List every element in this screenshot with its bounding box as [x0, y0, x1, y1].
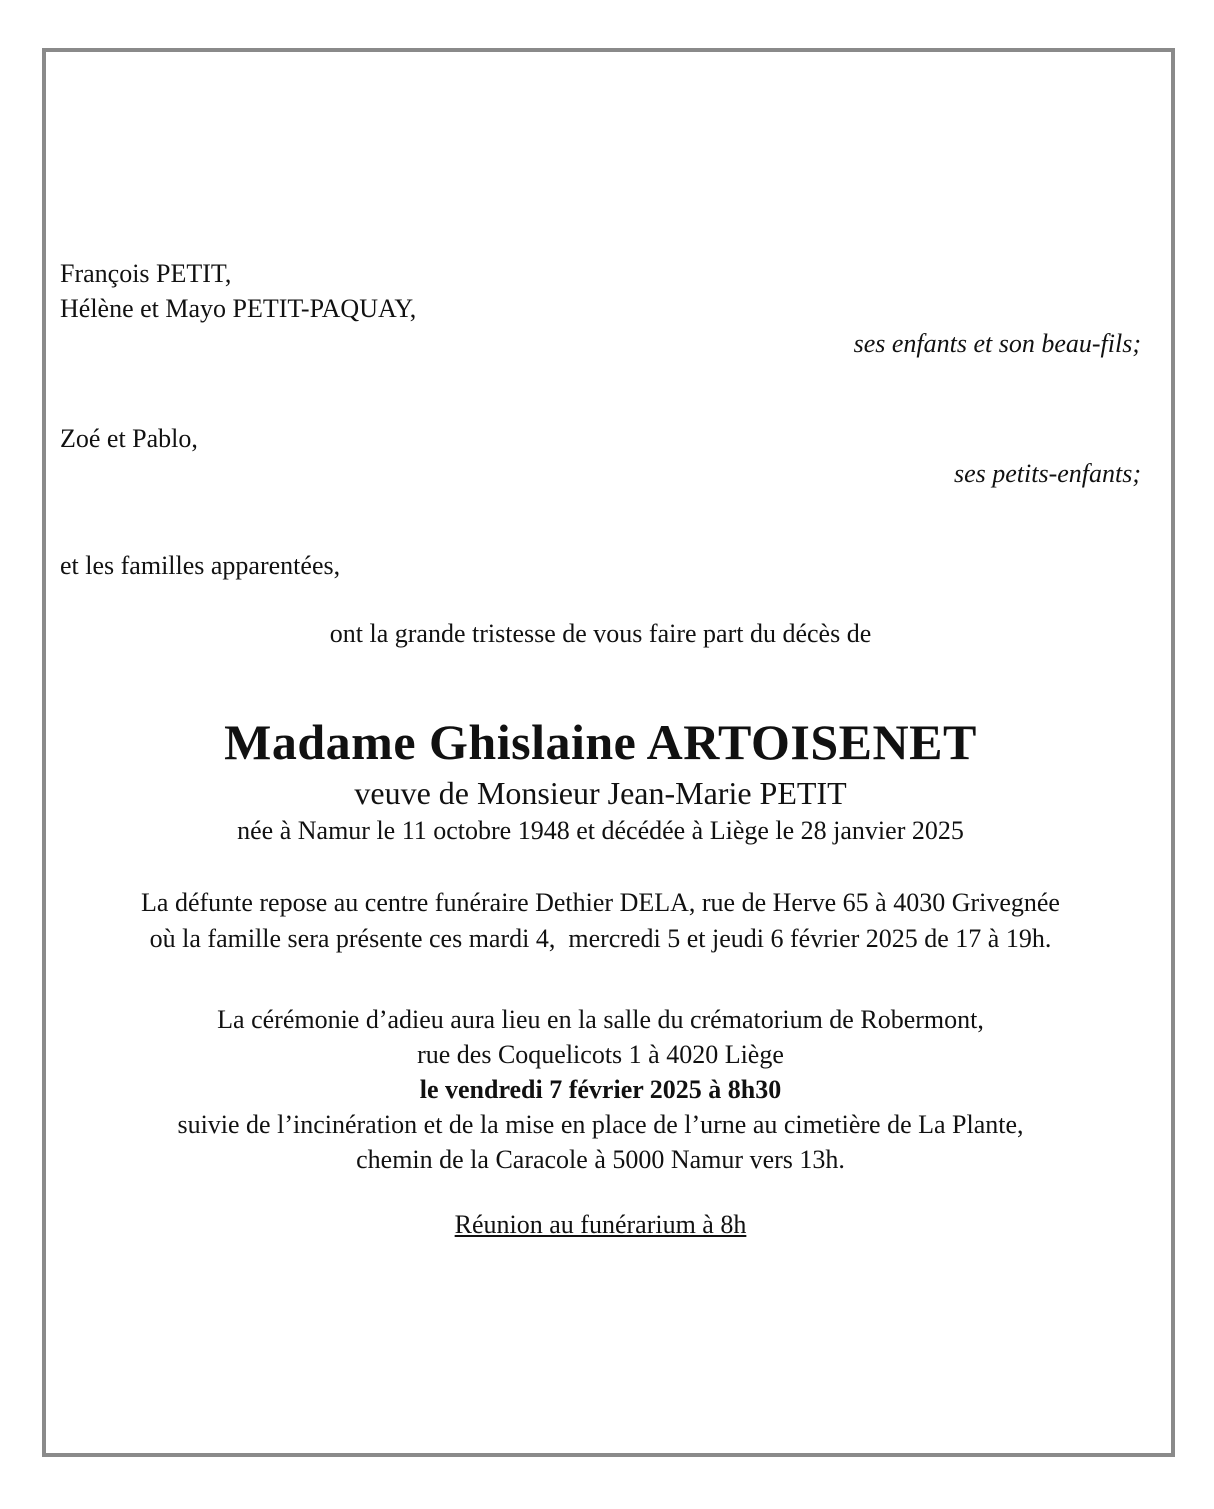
- ceremony-line: chemin de la Caracole à 5000 Namur vers 13h.: [356, 1145, 845, 1174]
- related-families-line: et les familles apparentées,: [60, 551, 341, 580]
- repose-line: où la famille sera présente ces mardi 4, mercredi 5 et jeudi 6 février 2025 de 17 à 19h.: [149, 924, 1052, 953]
- child-name-line: François PETIT,: [60, 259, 232, 288]
- intro-line: ont la grande tristesse de vous faire part du décès de: [329, 619, 872, 648]
- ceremony-line: suivie de l’incinération et de la mise en place de l’urne au cimetière de La Plante,: [177, 1110, 1024, 1139]
- children-names-block: [60, 256, 1141, 326]
- deceased-life-dates: née à Namur le 11 octobre 1948 et décédée à Liège le 28 janvier 2025: [237, 816, 964, 845]
- child-name-line: Hélène et Mayo PETIT-PAQUAY,: [60, 294, 417, 323]
- deceased-relation: veuve de Monsieur Jean-Marie PETIT: [354, 775, 847, 811]
- repose-line: La défunte repose au centre funéraire Dethier DELA, rue de Herve 65 à 4030 Grivegnée: [141, 888, 1060, 917]
- grandchildren-line: Zoé et Pablo,: [60, 424, 198, 453]
- repose-block: [60, 885, 1141, 957]
- grandchildren-caption: ses petits-enfants;: [953, 459, 1141, 488]
- ceremony-block: [60, 1002, 1141, 1177]
- ceremony-line: rue des Coquelicots 1 à 4020 Liège: [417, 1040, 784, 1069]
- announcement-card: [42, 48, 1175, 1457]
- ceremony-datetime: le vendredi 7 février 2025 à 8h30: [419, 1075, 782, 1104]
- meeting-line: Réunion au funérarium à 8h: [454, 1210, 747, 1239]
- deceased-name: Madame Ghislaine ARTOISENET: [224, 714, 977, 770]
- ceremony-line: La cérémonie d’adieu aura lieu en la salle du crématorium de Robermont,: [217, 1005, 984, 1034]
- meeting-block: [60, 1207, 1141, 1242]
- children-caption: ses enfants et son beau-fils;: [853, 329, 1141, 358]
